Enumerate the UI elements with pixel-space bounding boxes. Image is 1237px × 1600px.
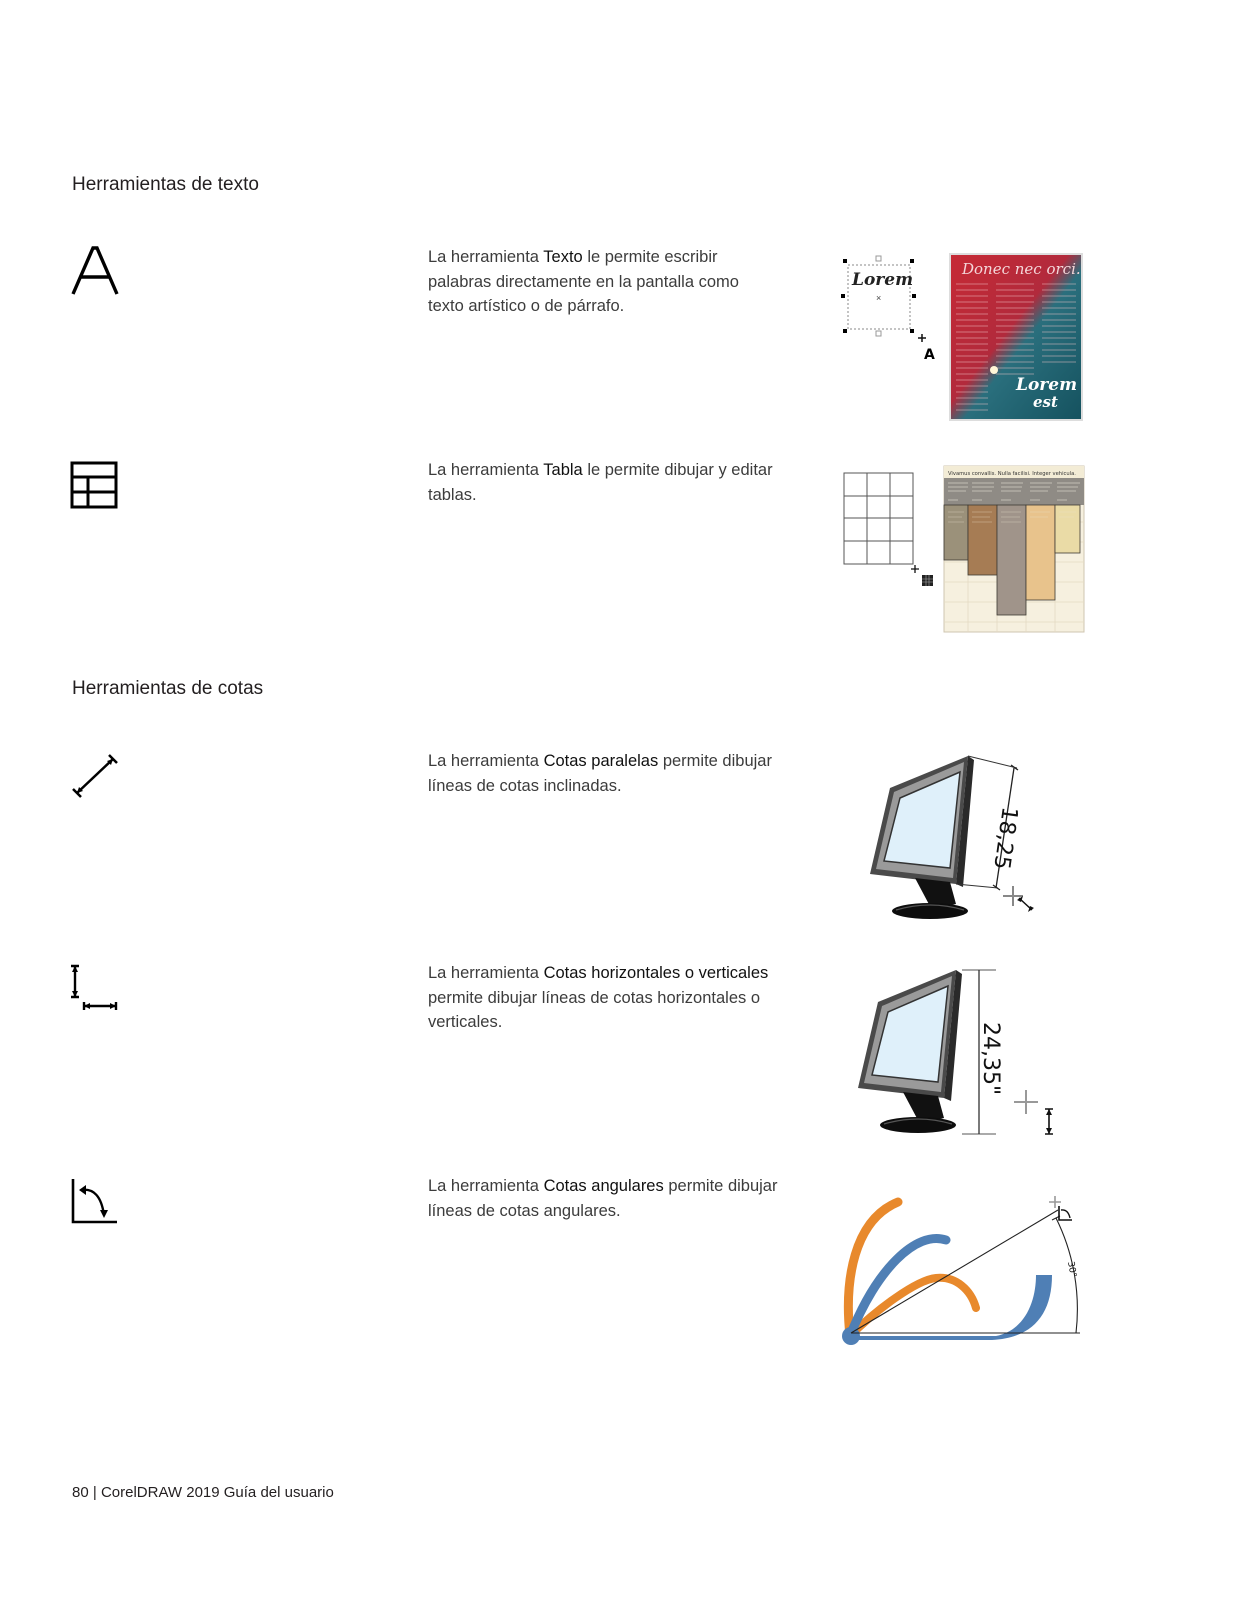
parallel-dimension-icon xyxy=(70,752,120,805)
footer-title: CorelDRAW 2019 Guía del usuario xyxy=(100,1484,334,1501)
table-tool-description: La herramienta Tabla le permite dibujar y editar tablas. xyxy=(428,461,773,504)
poster-footer-2: est xyxy=(1033,393,1058,411)
svg-text:A: A xyxy=(924,347,935,363)
horizontal-vertical-dimension-illustration xyxy=(848,962,1068,1142)
tool-name: Cotas horizontales o verticales xyxy=(543,964,769,982)
page-footer xyxy=(72,1484,334,1501)
svg-text:×: × xyxy=(876,293,882,303)
angle-value: 30° xyxy=(1065,1260,1078,1279)
horizontal-vertical-dimension-icon xyxy=(70,963,120,1018)
parallel-dimension-illustration xyxy=(860,748,1060,928)
section-heading-text-tools: Herramientas de texto xyxy=(72,174,259,195)
tool-name: Texto xyxy=(543,248,583,266)
text-tool-icon xyxy=(70,246,120,301)
frame-word: Lorem xyxy=(852,270,914,290)
footer-separator: | xyxy=(92,1484,97,1501)
dimension-value: 24,35" xyxy=(978,1022,1003,1096)
table-tool-icon xyxy=(70,461,118,514)
angular-dimension-description: La herramienta Cotas angulares permite dibujar líneas de cotas angulares. xyxy=(428,1177,778,1220)
horizontal-vertical-dimension-description: La herramienta Cotas horizontales o verticales permite dibujar líneas de cotas horizontales o verticales. xyxy=(428,964,769,1031)
angular-dimension-icon xyxy=(70,1177,120,1230)
poster-footer-1: Lorem xyxy=(1016,375,1078,395)
section-heading-dimension-tools: Herramientas de cotas xyxy=(72,678,264,699)
table-tool-illustration xyxy=(838,462,1088,634)
dimension-value: 18,25 xyxy=(988,805,1022,872)
page-number: 80 xyxy=(72,1484,89,1501)
tool-name: Cotas angulares xyxy=(543,1177,664,1195)
table-title: Vivamus convallis. Nulla facilisi. Integer vehicula. xyxy=(948,471,1076,477)
tool-name: Tabla xyxy=(543,461,583,479)
text-tool-description: La herramienta Texto le permite escribir palabras directamente en la pantalla como texto artístico o de párrafo. xyxy=(428,248,739,315)
angular-dimension-illustration xyxy=(836,1190,1086,1350)
text-tool-illustration xyxy=(838,250,1088,425)
parallel-dimension-description: La herramienta Cotas paralelas permite dibujar líneas de cotas inclinadas. xyxy=(428,752,772,795)
poster-title: Donec nec orci. xyxy=(962,260,1081,278)
tool-name: Cotas paralelas xyxy=(543,752,659,770)
